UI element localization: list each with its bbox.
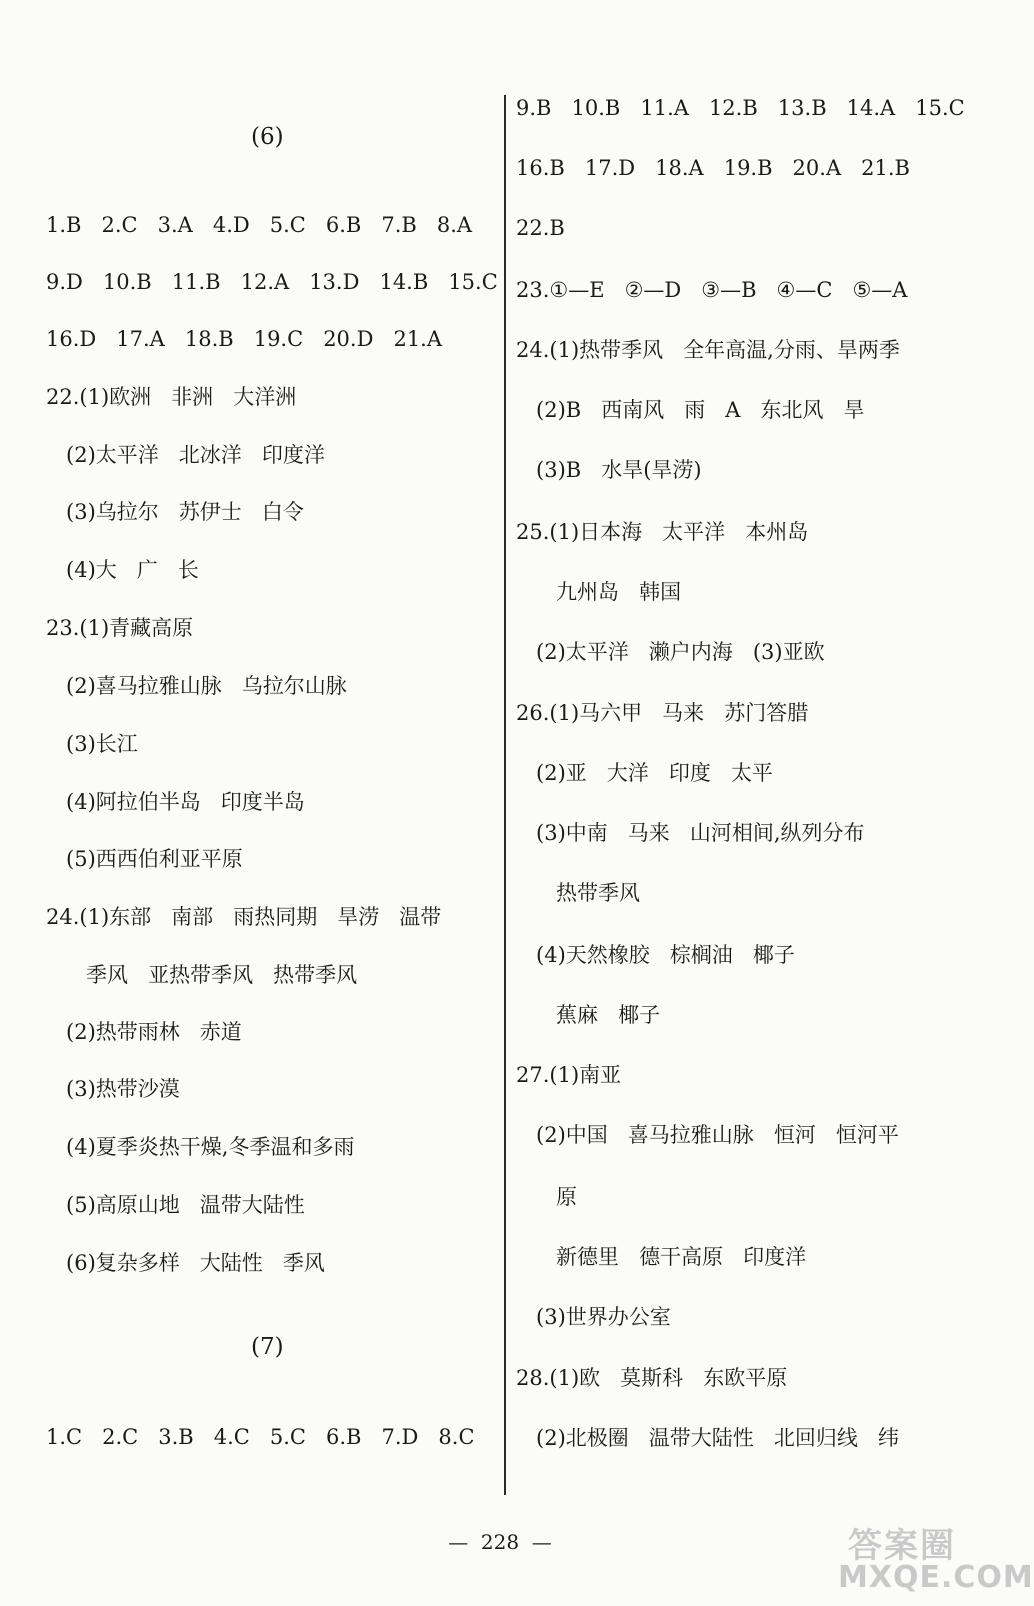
section-heading-6: (6)	[251, 124, 284, 150]
answer-line: 24.(1)东部 南部 雨热同期 旱涝 温带	[46, 905, 442, 929]
answer-line: (3)热带沙漠	[46, 1077, 180, 1101]
answer-line: (2)喜马拉雅山脉 乌拉尔山脉	[46, 674, 347, 698]
watermark-en-text: MXQE.COM	[838, 1560, 1034, 1595]
answer-line: (4)阿拉伯半岛 印度半岛	[46, 790, 305, 814]
answer-line: (2)B 西南风 雨 A 东北风 旱	[516, 398, 865, 422]
answer-line: (2)太平洋 濑户内海 (3)亚欧	[516, 640, 825, 664]
answer-line: 9.D 10.B 11.B 12.A 13.D 14.B 15.C	[46, 270, 498, 294]
answer-line: (3)长江	[46, 732, 138, 756]
answer-line: 22.B	[516, 216, 565, 240]
answer-line: (4)大 广 长	[46, 558, 199, 582]
answer-line: 24.(1)热带季风 全年高温,分雨、旱两季	[516, 338, 900, 362]
answer-line: (2)太平洋 北冰洋 印度洋	[46, 443, 325, 467]
answer-line: (3)B 水旱(旱涝)	[516, 458, 702, 482]
answer-line: (2)亚 大洋 印度 太平	[516, 761, 773, 785]
section-heading-7: (7)	[251, 1334, 284, 1360]
answer-line: (2)热带雨林 赤道	[46, 1020, 242, 1044]
answer-line: (3)乌拉尔 苏伊士 白令	[46, 500, 304, 524]
answer-line: (4)天然橡胶 棕榈油 椰子	[516, 943, 795, 967]
answer-line: 25.(1)日本海 太平洋 本州岛	[516, 520, 809, 544]
answer-line: 9.B 10.B 11.A 12.B 13.B 14.A 15.C	[516, 96, 965, 120]
answer-line: 23.(1)青藏高原	[46, 616, 194, 640]
answer-line: 16.D 17.A 18.B 19.C 20.D 21.A	[46, 327, 443, 351]
watermark-cn-text: 答案圈	[848, 1526, 956, 1566]
answer-line: 27.(1)南亚	[516, 1063, 622, 1087]
answer-line: 22.(1)欧洲 非洲 大洋洲	[46, 385, 297, 409]
answer-line: 原	[516, 1185, 578, 1209]
answer-line: 26.(1)马六甲 马来 苏门答腊	[516, 701, 809, 725]
site-watermark-logo	[838, 1518, 1034, 1598]
page-number: — 228 —	[448, 1530, 552, 1554]
answer-line: (6)复杂多样 大陆性 季风	[46, 1251, 325, 1275]
answer-line: 新德里 德干高原 印度洋	[516, 1245, 807, 1269]
answer-line: 23.①—E ②—D ③—B ④—C ⑤—A	[516, 278, 908, 302]
answer-line: 28.(1)欧 莫斯科 东欧平原	[516, 1366, 788, 1390]
answer-line: (4)夏季炎热干燥,冬季温和多雨	[46, 1135, 355, 1159]
answer-line: 蕉麻 椰子	[516, 1003, 661, 1027]
answer-line: 1.B 2.C 3.A 4.D 5.C 6.B 7.B 8.A	[46, 213, 473, 237]
answer-line: (3)世界办公室	[516, 1305, 671, 1329]
answer-line: 16.B 17.D 18.A 19.B 20.A 21.B	[516, 156, 910, 180]
answer-line: (5)西西伯利亚平原	[46, 847, 243, 871]
answer-line: 季风 亚热带季风 热带季风	[46, 963, 358, 987]
answer-line: 热带季风	[516, 881, 641, 905]
answer-line: (2)北极圈 温带大陆性 北回归线 纬	[516, 1426, 899, 1450]
answer-line: 1.C 2.C 3.B 4.C 5.C 6.B 7.D 8.C	[46, 1425, 475, 1449]
answer-line: 九州岛 韩国	[516, 580, 682, 604]
answer-line: (2)中国 喜马拉雅山脉 恒河 恒河平	[516, 1123, 899, 1147]
answer-line: (3)中南 马来 山河相间,纵列分布	[516, 821, 865, 845]
column-divider	[504, 95, 506, 1495]
answer-line: (5)高原山地 温带大陆性	[46, 1193, 305, 1217]
